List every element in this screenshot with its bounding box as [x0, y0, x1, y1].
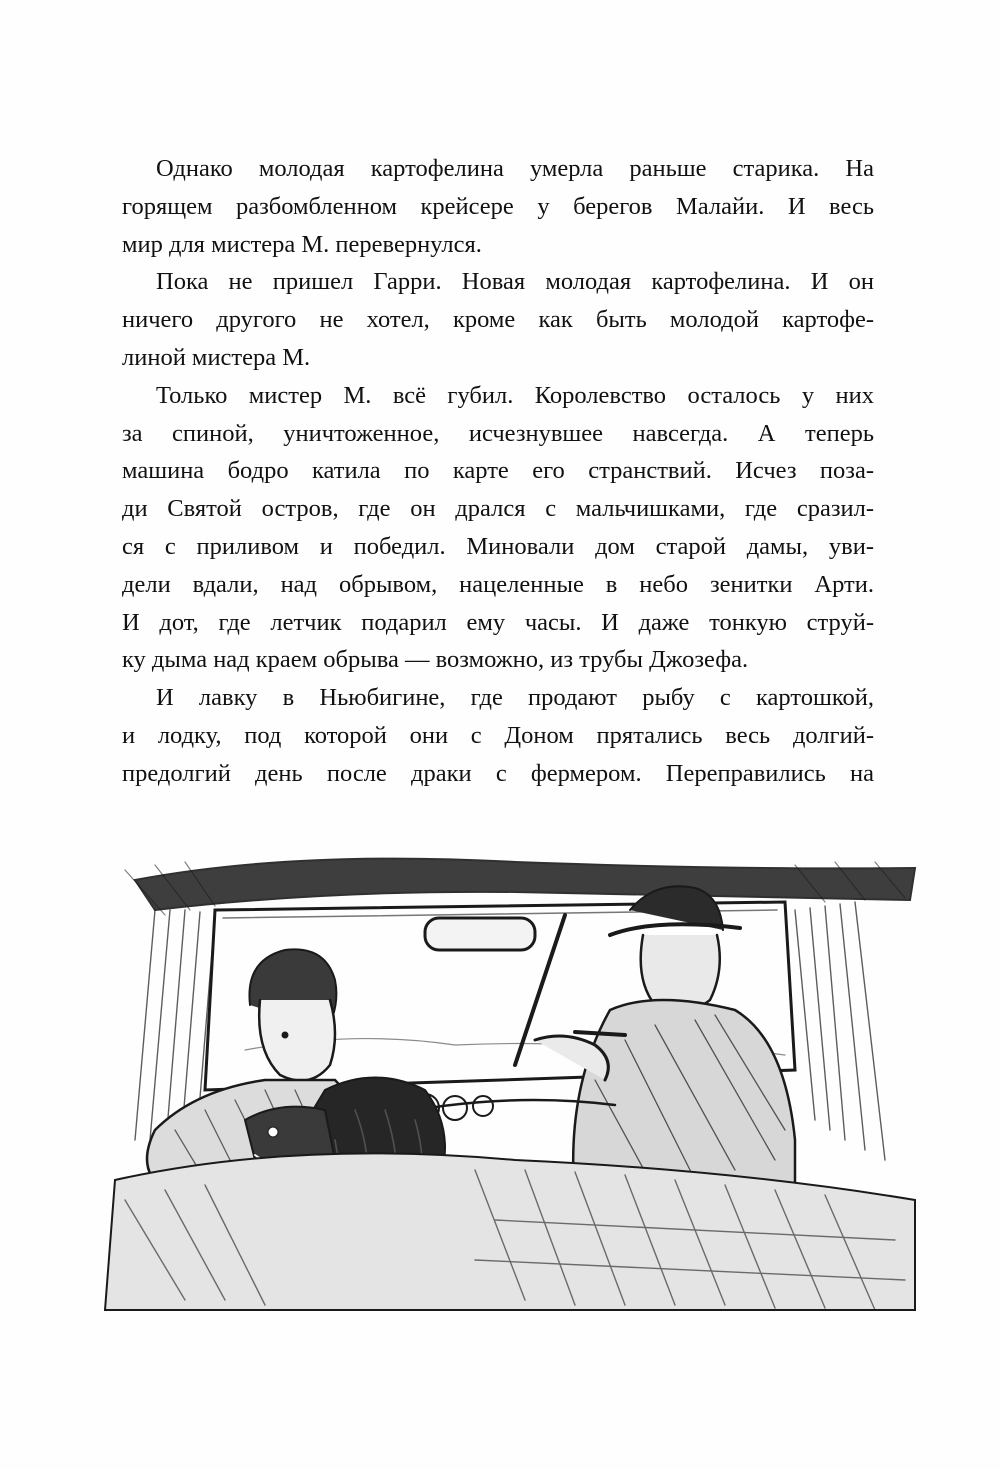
text-line: Только мистер М. всё губил. Королевство осталось у них: [156, 381, 874, 409]
text-line: ку дыма над краем обрыва — возможно, из трубы Джозефа.: [122, 646, 749, 674]
text-line: линой мистера М.: [122, 343, 311, 371]
text-line: ся с приливом и победил. Миновали дом старой дамы, уви-: [122, 532, 874, 560]
driver-figure: [535, 886, 795, 1200]
text-line: предолгий день после драки с фермером. Переправились на: [122, 759, 874, 787]
text-line: Пока не пришел Гарри. Новая молодая картофелина. И он: [156, 268, 874, 296]
text-line: И дот, где летчик подарил ему часы. И даже тонкую струй-: [122, 608, 874, 636]
text-line: горящем разбомбленном крейсере у берегов Малайи. И весь: [122, 192, 874, 220]
car-roof: [135, 859, 915, 910]
text-line: ничего другого не хотел, кроме как быть молодой картофе-: [122, 306, 874, 334]
text-line: и лодку, под которой они с Доном прятались весь долгий-: [122, 721, 874, 749]
text-line: И лавку в Ньюбигине, где продают рыбу с картошкой,: [156, 684, 874, 712]
text-line: машина бодро катила по карте его странствий. Исчез поза-: [122, 457, 874, 485]
text-line: дели вдали, над обрывом, нацеленные в небо зенитки Арти.: [122, 570, 874, 598]
car-sketch-illustration: [95, 840, 925, 1320]
text-line: Однако молодая картофелина умерла раньше старика. На: [156, 155, 874, 182]
text-line: мир для мистера М. перевернулся.: [122, 230, 482, 258]
text-line: за спиной, уничтоженное, исчезнувшее навсегда. А теперь: [122, 419, 874, 447]
body-text: [122, 150, 874, 793]
text-line: ди Святой остров, где он дрался с мальчишками, где сразил-: [122, 495, 874, 523]
rear-view-mirror: [425, 918, 535, 950]
